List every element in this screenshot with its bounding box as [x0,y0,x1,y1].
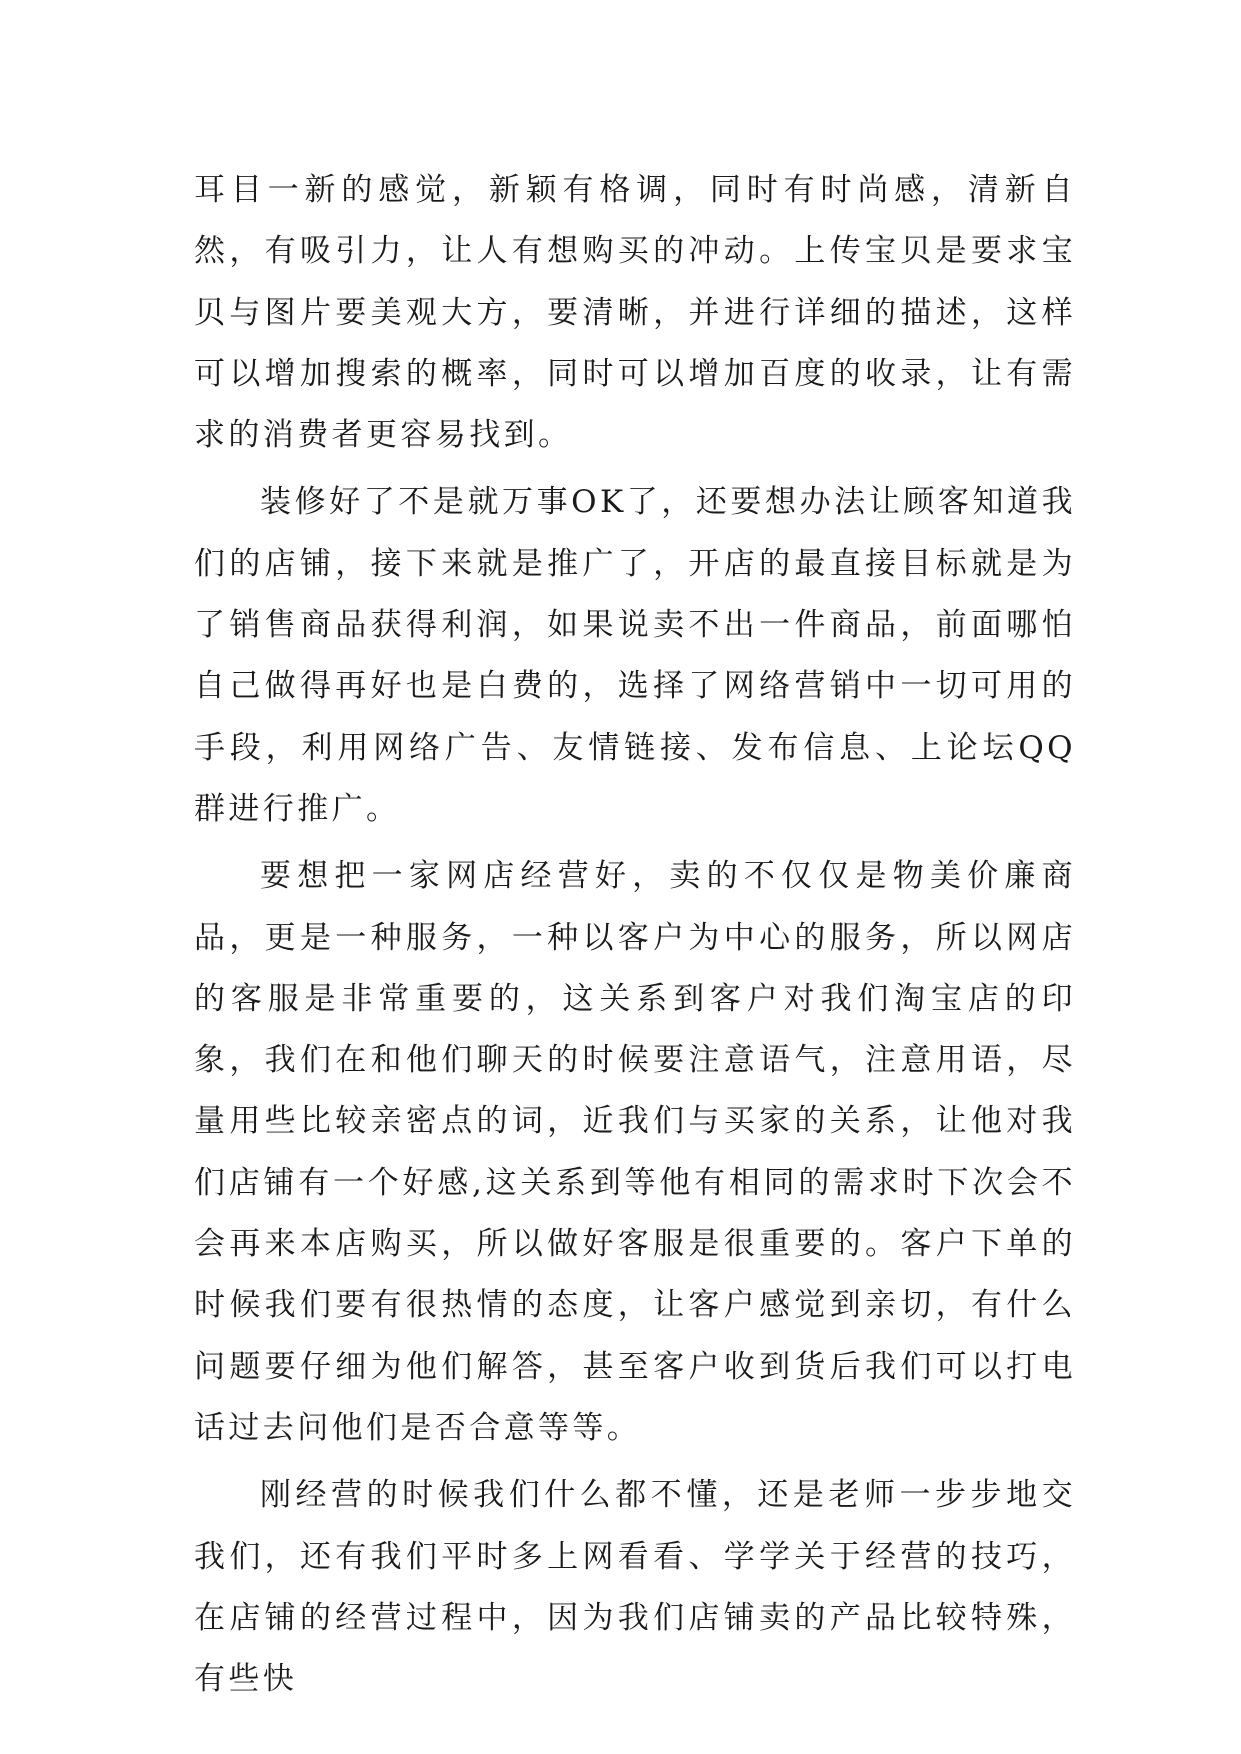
paragraph-3: 要想把一家网店经营好，卖的不仅仅是物美价廉商品，更是一种服务，一种以客户为中心的服务，所以网店的客服是非常重要的，这关系到客户对我们淘宝店的印象，我们在和他们聊天的时候要注意语气，注意用语，尽量用些比较亲密点的词，近我们与买家的关系，让他对我们店铺有一个好感,这关系到等他有相同的需求时下次会不会再来本店购买，所以做好客服是很重要的。客户下单的时候我们要有很热情的态度，让客户感觉到亲切，有什么问题要仔细为他们解答，甚至客户收到货后我们可以打电话过去问他们是否合意等等。 [194,858,1076,1446]
paragraph-1: 耳目一新的感觉，新颖有格调，同时有时尚感，清新自然，有吸引力，让人有想购买的冲动。上传宝贝是要求宝贝与图片要美观大方，要清晰，并进行详细的描述，这样可以增加搜索的概率，同时可以增加百度的收录，让有需求的消费者更容易找到。 [194,172,1076,454]
paragraph-2: 装修好了不是就万事OK了，还要想办法让顾客知道我们的店铺，接下来就是推广了，开店的最直接目标就是为了销售商品获得利润，如果说卖不出一件商品，前面哪怕自己做得再好也是白费的，选择了网络营销中一切可用的手段，利用网络广告、友情链接、发布信息、上论坛QQ群进行推广。 [194,484,1076,827]
paragraph-4: 刚经营的时候我们什么都不懂，还是老师一步步地交我们，还有我们平时多上网看看、学学关于经营的技巧，在店铺的经营过程中，因为我们店铺卖的产品比较特殊，有些快 [194,1477,1076,1698]
document-body [194,160,1076,1716]
